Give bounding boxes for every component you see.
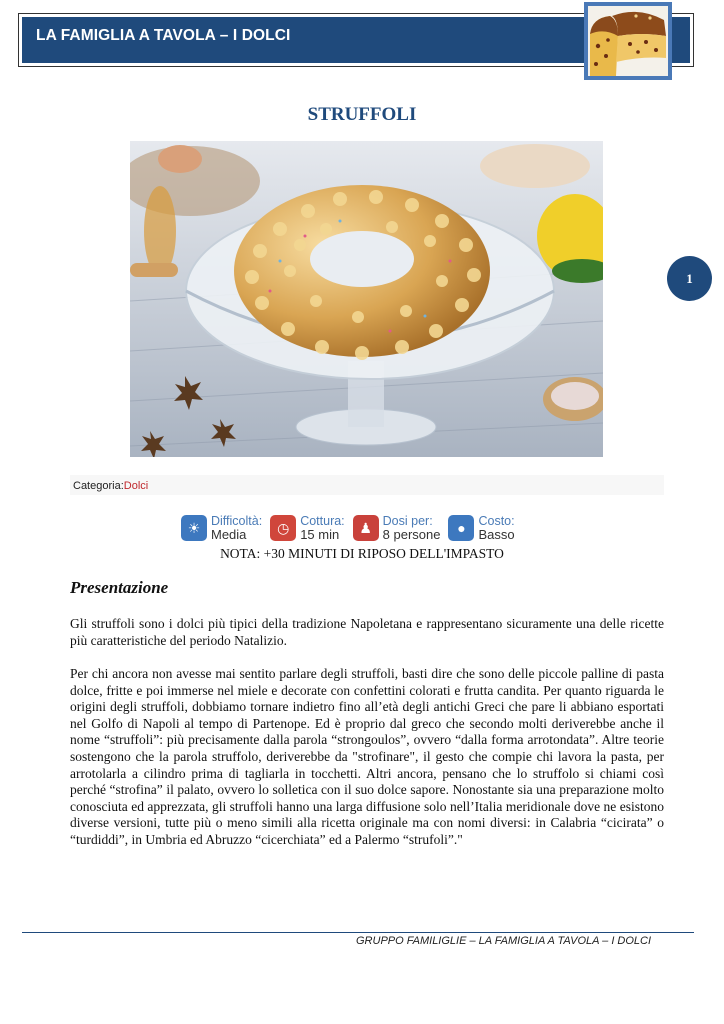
cooking-time-value: 15 min <box>300 527 340 542</box>
difficulty-info <box>181 512 262 544</box>
cooking-time-info <box>270 512 344 544</box>
header-title: LA FAMIGLIA A TAVOLA – I DOLCI <box>36 27 291 44</box>
footer-text: GRUPPO FAMILIGLIE – LA FAMIGLIA A TAVOLA – I DOLCI <box>356 935 652 947</box>
cost-label: Costo: <box>478 514 515 528</box>
piggy-bank-icon: ● <box>448 515 474 541</box>
sun-icon: ☀ <box>181 515 207 541</box>
category-link[interactable]: Dolci <box>123 480 149 492</box>
people-icon: ♟ <box>353 515 379 541</box>
panettone-logo-image <box>584 2 672 80</box>
cooking-time-label: Cottura: <box>300 514 345 528</box>
servings-value: 8 persone <box>382 527 441 542</box>
clock-icon: ◷ <box>270 515 296 541</box>
difficulty-value: Media <box>211 527 247 542</box>
rest-note: NOTA: +30 MINUTI DI RIPOSO DELL'IMPASTO <box>220 546 504 561</box>
cost-info <box>448 512 514 544</box>
recipe-info-row <box>181 512 523 544</box>
category-label: Categoria: <box>73 480 124 492</box>
servings-info <box>353 512 441 544</box>
section-title: Presentazione <box>70 578 169 597</box>
intro-paragraph: Gli struffoli sono i dolci più tipici della tradizione Napoletana e rappresentano sicuramente una delle ricette più caratteristiche del periodo Natalizio. <box>70 616 664 648</box>
recipe-title: STRUFFOLI <box>307 104 417 125</box>
footer-divider <box>22 932 694 933</box>
struffoli-photo <box>130 141 603 457</box>
servings-label: Dosi per: <box>382 514 433 528</box>
difficulty-label: Difficoltà: <box>211 514 263 528</box>
cost-value: Basso <box>478 527 515 542</box>
history-paragraph: Per chi ancora non avesse mai sentito parlare degli struffoli, basti dire che sono delle piccole palline di pasta dolce, fritte e poi immerse nel miele e decorate con confettini colorati e frutta candita. Per quanto riguarda le origini degli struffoli, dobbiamo tornare indietro fino all’età degli antichi Greci che pare li abbiano esportati nel Golfo di Napoli al tempo di Partenope. Ed è proprio dal greco che secondo molti deriverebbe anche il nome “struffoli”: più precisamente dalla parola “strongoulos”, ovvero “dalla forma arrotondata”. Altre teorie sostengono che la parola struffolo, deriverebbe da "strofinare", il gesto che compie chi lavora la pasta, per arrotolarla a cilindro prima di tagliarla in tocchetti. Altri ancora, pensano che lo struffolo si chiami così perché “strofina” il palato, ovvero lo solletica con il suo dolce sapore. Nonostante sia una preparazione molto conosciuta ed apprezzata, gli struffoli hanno una larga diffusione solo nell’Italia meridionale dove ne esistono diverse versioni, tutte più o meno simili alla ricetta originale ma con nomi diversi: in Calabria “cicirata” o “turdiddi”, in Umbria ed Abruzzo “cicerchiata” ed a Palermo “strufoli”." <box>70 666 664 847</box>
page-number-badge: 1 <box>667 256 712 301</box>
category-bar <box>70 475 664 495</box>
